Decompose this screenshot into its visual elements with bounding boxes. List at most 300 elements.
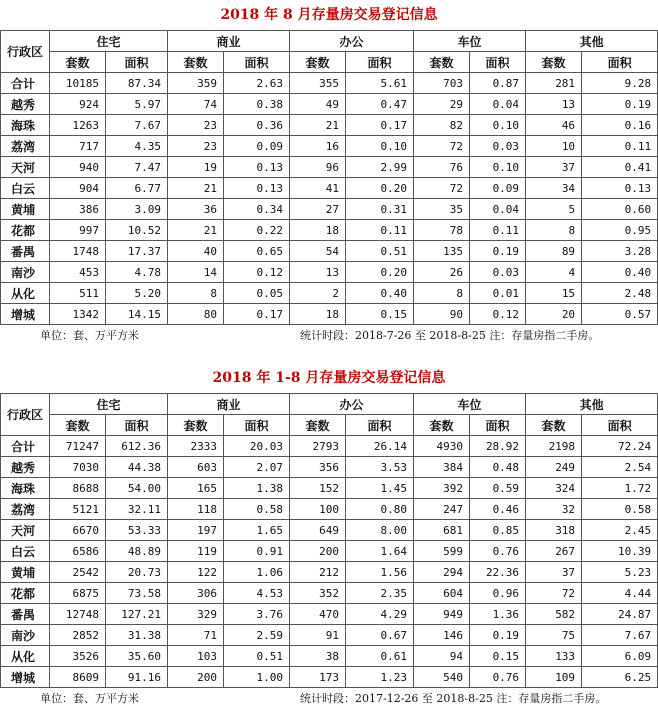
table-row	[1, 520, 658, 541]
group-header: 其他	[526, 394, 658, 415]
table-row	[1, 562, 658, 583]
count-cell: 247	[414, 499, 470, 520]
district-name: 黄埔	[1, 562, 50, 583]
area-cell: 3.28	[582, 241, 658, 262]
district-name: 海珠	[1, 478, 50, 499]
count-cell: 72	[414, 178, 470, 199]
count-cell: 146	[414, 625, 470, 646]
area-cell: 91.16	[106, 667, 168, 688]
area-cell: 0.57	[582, 304, 658, 325]
area-cell: 10.52	[106, 220, 168, 241]
count-cell: 197	[168, 520, 224, 541]
unit-note: 单位：套、万平方米	[40, 329, 139, 342]
area-cell: 0.58	[224, 499, 290, 520]
area-cell: 14.15	[106, 304, 168, 325]
district-name: 荔湾	[1, 136, 50, 157]
count-cell: 122	[168, 562, 224, 583]
count-cell: 89	[526, 241, 582, 262]
group-header: 住宅	[50, 394, 168, 415]
count-cell: 267	[526, 541, 582, 562]
district-name: 白云	[1, 541, 50, 562]
district-name: 荔湾	[1, 499, 50, 520]
area-cell: 87.34	[106, 73, 168, 94]
count-cell: 10185	[50, 73, 106, 94]
count-cell: 90	[414, 304, 470, 325]
area-cell: 0.22	[224, 220, 290, 241]
count-cell: 359	[168, 73, 224, 94]
area-cell: 28.92	[470, 436, 526, 457]
area-cell: 35.60	[106, 646, 168, 667]
area-cell: 0.13	[224, 157, 290, 178]
count-cell: 649	[290, 520, 346, 541]
area-cell: 0.61	[346, 646, 414, 667]
area-cell: 0.51	[224, 646, 290, 667]
area-cell: 2.45	[582, 520, 658, 541]
area-cell: 0.31	[346, 199, 414, 220]
district-name: 天河	[1, 157, 50, 178]
count-cell: 212	[290, 562, 346, 583]
count-cell: 904	[50, 178, 106, 199]
area-cell: 32.11	[106, 499, 168, 520]
area-cell: 0.87	[470, 73, 526, 94]
count-cell: 453	[50, 262, 106, 283]
district-name: 从化	[1, 283, 50, 304]
count-cell: 20	[526, 304, 582, 325]
district-name: 从化	[1, 646, 50, 667]
area-cell: 22.36	[470, 562, 526, 583]
area-cell: 7.47	[106, 157, 168, 178]
area-cell: 2.59	[224, 625, 290, 646]
count-cell: 924	[50, 94, 106, 115]
district-name: 增城	[1, 667, 50, 688]
table-row	[1, 604, 658, 625]
table-footnote	[0, 688, 658, 710]
area-cell: 9.28	[582, 73, 658, 94]
count-cell: 540	[414, 667, 470, 688]
count-header: 套数	[290, 52, 346, 73]
count-cell: 27	[290, 199, 346, 220]
count-cell: 94	[414, 646, 470, 667]
count-cell: 352	[290, 583, 346, 604]
table-row	[1, 625, 658, 646]
district-name: 花都	[1, 583, 50, 604]
count-cell: 249	[526, 457, 582, 478]
count-cell: 6875	[50, 583, 106, 604]
area-cell: 0.15	[346, 304, 414, 325]
count-cell: 96	[290, 157, 346, 178]
area-cell: 0.01	[470, 283, 526, 304]
area-cell: 31.38	[106, 625, 168, 646]
area-cell: 5.61	[346, 73, 414, 94]
count-header: 套数	[290, 415, 346, 436]
district-header: 行政区	[1, 31, 50, 73]
area-cell: 0.91	[224, 541, 290, 562]
count-cell: 26	[414, 262, 470, 283]
area-cell: 0.38	[224, 94, 290, 115]
table-row	[1, 115, 658, 136]
area-header: 面积	[346, 52, 414, 73]
count-cell: 7030	[50, 457, 106, 478]
area-cell: 4.78	[106, 262, 168, 283]
table-row	[1, 646, 658, 667]
district-name: 越秀	[1, 457, 50, 478]
area-cell: 0.19	[582, 94, 658, 115]
count-cell: 71	[168, 625, 224, 646]
count-cell: 29	[414, 94, 470, 115]
count-cell: 200	[168, 667, 224, 688]
district-name: 越秀	[1, 94, 50, 115]
area-cell: 0.51	[346, 241, 414, 262]
count-cell: 324	[526, 478, 582, 499]
count-cell: 294	[414, 562, 470, 583]
area-cell: 44.38	[106, 457, 168, 478]
area-cell: 0.67	[346, 625, 414, 646]
count-cell: 949	[414, 604, 470, 625]
count-cell: 16	[290, 136, 346, 157]
district-header: 行政区	[1, 394, 50, 436]
area-cell: 0.12	[470, 304, 526, 325]
count-cell: 8	[414, 283, 470, 304]
area-header: 面积	[106, 415, 168, 436]
area-cell: 26.14	[346, 436, 414, 457]
table-row	[1, 436, 658, 457]
unit-note: 单位：套、万平方米	[40, 692, 139, 705]
count-cell: 118	[168, 499, 224, 520]
count-cell: 200	[290, 541, 346, 562]
count-cell: 603	[168, 457, 224, 478]
area-cell: 1.45	[346, 478, 414, 499]
area-cell: 0.76	[470, 667, 526, 688]
area-header: 面积	[106, 52, 168, 73]
count-cell: 470	[290, 604, 346, 625]
count-cell: 2198	[526, 436, 582, 457]
area-cell: 0.03	[470, 262, 526, 283]
count-cell: 119	[168, 541, 224, 562]
count-cell: 604	[414, 583, 470, 604]
count-cell: 91	[290, 625, 346, 646]
count-cell: 173	[290, 667, 346, 688]
area-cell: 0.85	[470, 520, 526, 541]
count-cell: 2333	[168, 436, 224, 457]
count-cell: 165	[168, 478, 224, 499]
area-cell: 0.46	[470, 499, 526, 520]
area-cell: 1.36	[470, 604, 526, 625]
count-cell: 49	[290, 94, 346, 115]
area-cell: 0.48	[470, 457, 526, 478]
district-name: 花都	[1, 220, 50, 241]
area-cell: 0.80	[346, 499, 414, 520]
sub-header-row	[1, 52, 658, 73]
count-cell: 72	[526, 583, 582, 604]
count-header: 套数	[526, 52, 582, 73]
district-name: 南沙	[1, 262, 50, 283]
area-cell: 7.67	[582, 625, 658, 646]
area-cell: 0.17	[224, 304, 290, 325]
count-cell: 21	[168, 178, 224, 199]
count-cell: 46	[526, 115, 582, 136]
area-cell: 0.65	[224, 241, 290, 262]
area-cell: 20.73	[106, 562, 168, 583]
group-header: 办公	[290, 394, 414, 415]
area-cell: 0.36	[224, 115, 290, 136]
count-header: 套数	[50, 415, 106, 436]
count-cell: 152	[290, 478, 346, 499]
district-name: 增城	[1, 304, 50, 325]
table-row	[1, 283, 658, 304]
count-cell: 80	[168, 304, 224, 325]
area-cell: 1.23	[346, 667, 414, 688]
count-cell: 2542	[50, 562, 106, 583]
area-cell: 6.09	[582, 646, 658, 667]
area-header: 面积	[582, 52, 658, 73]
area-cell: 0.03	[470, 136, 526, 157]
area-cell: 612.36	[106, 436, 168, 457]
area-cell: 5.20	[106, 283, 168, 304]
stat-period-note: 统计时段：2017-12-26 至 2018-8-25 注：存量房指二手房。	[300, 692, 607, 705]
area-cell: 0.12	[224, 262, 290, 283]
area-cell: 127.21	[106, 604, 168, 625]
count-cell: 40	[168, 241, 224, 262]
count-cell: 19	[168, 157, 224, 178]
table-row	[1, 178, 658, 199]
table-row	[1, 136, 658, 157]
count-cell: 14	[168, 262, 224, 283]
table-footnote	[0, 325, 658, 347]
count-cell: 2793	[290, 436, 346, 457]
area-cell: 7.67	[106, 115, 168, 136]
count-cell: 37	[526, 157, 582, 178]
count-cell: 8	[168, 283, 224, 304]
count-cell: 5	[526, 199, 582, 220]
count-cell: 2	[290, 283, 346, 304]
area-cell: 0.19	[470, 241, 526, 262]
count-cell: 4930	[414, 436, 470, 457]
table-row	[1, 541, 658, 562]
count-cell: 511	[50, 283, 106, 304]
area-cell: 20.03	[224, 436, 290, 457]
area-cell: 0.04	[470, 94, 526, 115]
count-header: 套数	[526, 415, 582, 436]
area-cell: 0.60	[582, 199, 658, 220]
area-cell: 53.33	[106, 520, 168, 541]
district-name: 番禺	[1, 604, 50, 625]
group-header-row	[1, 394, 658, 415]
area-cell: 0.09	[470, 178, 526, 199]
count-cell: 356	[290, 457, 346, 478]
count-cell: 6586	[50, 541, 106, 562]
area-header: 面积	[470, 52, 526, 73]
area-cell: 0.10	[470, 115, 526, 136]
count-cell: 582	[526, 604, 582, 625]
area-cell: 5.97	[106, 94, 168, 115]
count-cell: 703	[414, 73, 470, 94]
count-cell: 36	[168, 199, 224, 220]
count-cell: 109	[526, 667, 582, 688]
table-row	[1, 667, 658, 688]
area-cell: 3.09	[106, 199, 168, 220]
count-cell: 38	[290, 646, 346, 667]
area-cell: 72.24	[582, 436, 658, 457]
count-cell: 997	[50, 220, 106, 241]
group-header: 车位	[414, 394, 526, 415]
area-cell: 4.35	[106, 136, 168, 157]
stat-period-note: 统计时段：2018-7-26 至 2018-8-25 注：存量房指二手房。	[300, 329, 600, 342]
count-cell: 681	[414, 520, 470, 541]
count-cell: 18	[290, 220, 346, 241]
area-cell: 0.59	[470, 478, 526, 499]
group-header: 商业	[168, 394, 290, 415]
area-cell: 0.11	[582, 136, 658, 157]
table-row	[1, 220, 658, 241]
data-table	[0, 393, 658, 688]
count-header: 套数	[168, 52, 224, 73]
count-cell: 82	[414, 115, 470, 136]
area-cell: 5.23	[582, 562, 658, 583]
district-name: 海珠	[1, 115, 50, 136]
count-cell: 329	[168, 604, 224, 625]
area-cell: 2.35	[346, 583, 414, 604]
count-cell: 78	[414, 220, 470, 241]
count-cell: 103	[168, 646, 224, 667]
area-cell: 0.11	[346, 220, 414, 241]
count-cell: 15	[526, 283, 582, 304]
count-cell: 23	[168, 115, 224, 136]
area-cell: 0.10	[470, 157, 526, 178]
count-cell: 76	[414, 157, 470, 178]
area-cell: 17.37	[106, 241, 168, 262]
area-cell: 0.15	[470, 646, 526, 667]
count-cell: 386	[50, 199, 106, 220]
area-cell: 48.89	[106, 541, 168, 562]
sub-header-row	[1, 415, 658, 436]
area-cell: 2.54	[582, 457, 658, 478]
count-cell: 6670	[50, 520, 106, 541]
area-header: 面积	[582, 415, 658, 436]
table-title: 2018 年 8 月存量房交易登记信息	[220, 7, 438, 23]
area-cell: 0.40	[346, 283, 414, 304]
count-header: 套数	[414, 415, 470, 436]
count-cell: 74	[168, 94, 224, 115]
area-cell: 10.39	[582, 541, 658, 562]
count-cell: 100	[290, 499, 346, 520]
area-cell: 1.38	[224, 478, 290, 499]
district-name: 天河	[1, 520, 50, 541]
table-title: 2018 年 1-8 月存量房交易登记信息	[212, 370, 446, 386]
area-cell: 2.63	[224, 73, 290, 94]
table-row	[1, 478, 658, 499]
count-cell: 4	[526, 262, 582, 283]
table-row	[1, 457, 658, 478]
district-name: 番禺	[1, 241, 50, 262]
count-cell: 12748	[50, 604, 106, 625]
area-cell: 1.06	[224, 562, 290, 583]
count-cell: 41	[290, 178, 346, 199]
count-cell: 281	[526, 73, 582, 94]
area-cell: 4.44	[582, 583, 658, 604]
count-cell: 8	[526, 220, 582, 241]
area-cell: 0.41	[582, 157, 658, 178]
area-cell: 1.56	[346, 562, 414, 583]
count-cell: 717	[50, 136, 106, 157]
area-cell: 3.53	[346, 457, 414, 478]
count-cell: 8688	[50, 478, 106, 499]
area-cell: 0.09	[224, 136, 290, 157]
count-cell: 2852	[50, 625, 106, 646]
group-header: 办公	[290, 31, 414, 52]
area-cell: 0.17	[346, 115, 414, 136]
area-cell: 0.58	[582, 499, 658, 520]
count-cell: 75	[526, 625, 582, 646]
count-cell: 54	[290, 241, 346, 262]
count-cell: 23	[168, 136, 224, 157]
count-cell: 34	[526, 178, 582, 199]
district-name: 南沙	[1, 625, 50, 646]
table-row	[1, 94, 658, 115]
area-cell: 4.53	[224, 583, 290, 604]
count-cell: 135	[414, 241, 470, 262]
area-cell: 0.34	[224, 199, 290, 220]
area-cell: 4.29	[346, 604, 414, 625]
table-row	[1, 262, 658, 283]
count-cell: 1748	[50, 241, 106, 262]
area-header: 面积	[224, 415, 290, 436]
count-cell: 5121	[50, 499, 106, 520]
count-cell: 306	[168, 583, 224, 604]
area-cell: 1.00	[224, 667, 290, 688]
table-row	[1, 304, 658, 325]
area-cell: 0.47	[346, 94, 414, 115]
group-header: 车位	[414, 31, 526, 52]
count-cell: 599	[414, 541, 470, 562]
count-cell: 384	[414, 457, 470, 478]
area-cell: 24.87	[582, 604, 658, 625]
data-table	[0, 30, 658, 325]
count-header: 套数	[50, 52, 106, 73]
area-cell: 1.72	[582, 478, 658, 499]
ytd-table-section	[0, 363, 658, 710]
area-cell: 0.13	[224, 178, 290, 199]
group-header: 其他	[526, 31, 658, 52]
district-name: 合计	[1, 436, 50, 457]
group-header: 住宅	[50, 31, 168, 52]
area-cell: 2.99	[346, 157, 414, 178]
count-cell: 355	[290, 73, 346, 94]
area-cell: 0.04	[470, 199, 526, 220]
area-cell: 0.13	[582, 178, 658, 199]
area-cell: 1.65	[224, 520, 290, 541]
district-name: 黄埔	[1, 199, 50, 220]
count-header: 套数	[414, 52, 470, 73]
table-row	[1, 73, 658, 94]
count-cell: 71247	[50, 436, 106, 457]
area-cell: 0.96	[470, 583, 526, 604]
count-cell: 392	[414, 478, 470, 499]
area-cell: 1.64	[346, 541, 414, 562]
count-cell: 18	[290, 304, 346, 325]
area-cell: 0.76	[470, 541, 526, 562]
area-cell: 54.00	[106, 478, 168, 499]
district-name: 合计	[1, 73, 50, 94]
count-cell: 72	[414, 136, 470, 157]
count-cell: 1342	[50, 304, 106, 325]
area-cell: 8.00	[346, 520, 414, 541]
area-cell: 0.40	[582, 262, 658, 283]
area-cell: 0.05	[224, 283, 290, 304]
table-row	[1, 199, 658, 220]
area-cell: 2.48	[582, 283, 658, 304]
area-cell: 0.95	[582, 220, 658, 241]
count-cell: 1263	[50, 115, 106, 136]
